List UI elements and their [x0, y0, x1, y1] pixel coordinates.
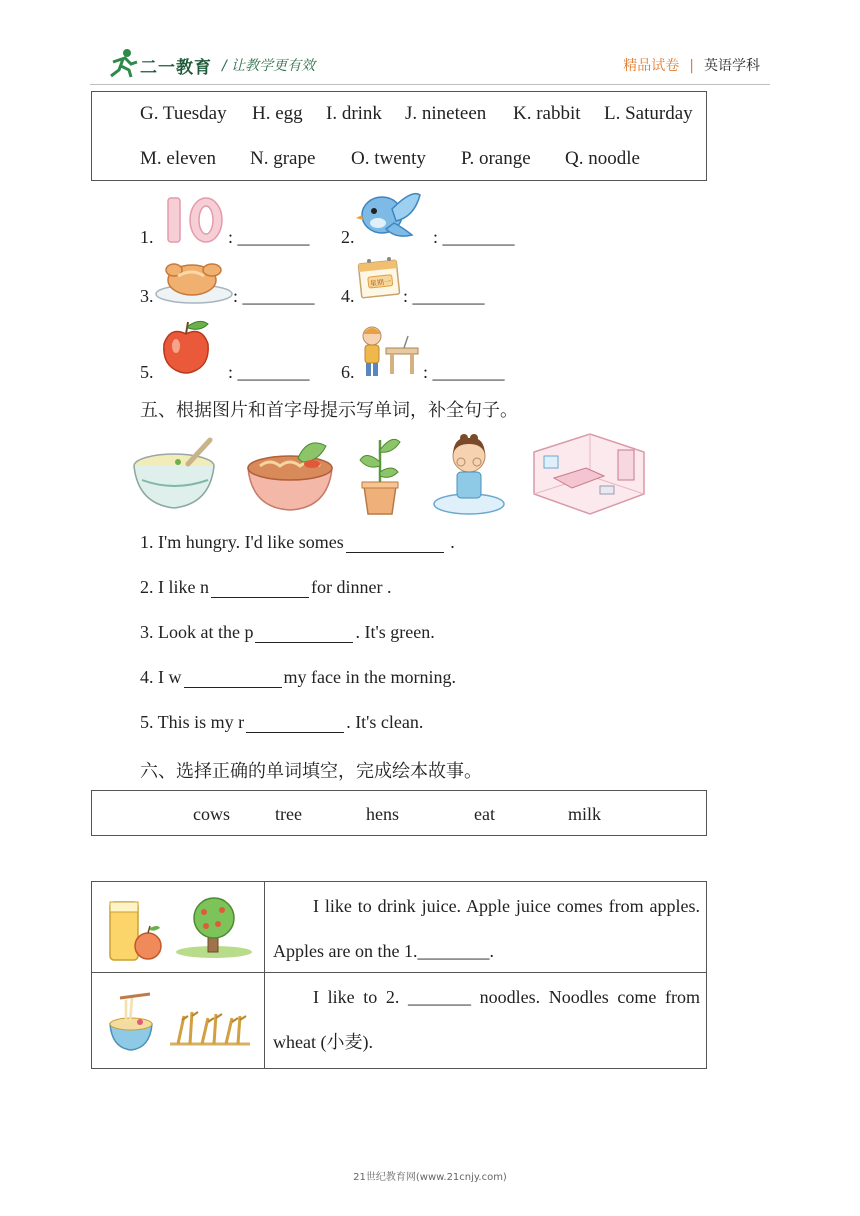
word-bank-item: K. rabbit	[513, 103, 581, 124]
item-number: 1.	[140, 227, 154, 247]
noodle-bowl-icon	[106, 992, 156, 1052]
noodle-bowl-icon	[246, 436, 334, 514]
item-number: 6.	[341, 362, 355, 382]
story-word: cows	[193, 804, 230, 824]
word-bank-item: M. eleven	[140, 148, 216, 169]
table-divider	[264, 882, 265, 1068]
calendar-icon	[357, 254, 403, 300]
fill-blank	[211, 579, 309, 598]
soup-bowl-icon	[132, 434, 218, 514]
fill-blank	[246, 714, 344, 733]
sentence-text: . It's clean.	[346, 712, 424, 732]
juice-glass-icon	[106, 898, 162, 964]
story-word: eat	[474, 804, 495, 824]
sentence-1	[140, 532, 455, 553]
sentence-text: 3. Look at the p	[140, 622, 254, 642]
sentence-5	[140, 712, 423, 733]
number-10-icon	[162, 192, 228, 246]
blue-bird-icon	[356, 187, 424, 243]
section-5-title: 五、根据图片和首字母提示写单词，补全句子。	[140, 400, 518, 420]
word-bank-item: N. grape	[250, 148, 316, 169]
fill-blank	[184, 669, 282, 688]
story-word-bank-box	[91, 790, 707, 836]
word-bank-item: P. orange	[461, 148, 531, 169]
story-word: tree	[275, 804, 302, 824]
story-row-2-text: I like to 2. _______ noodles. Noodles come from wheat (小麦).	[273, 987, 700, 1052]
item-number: 4.	[341, 286, 355, 306]
answer-blank: : ________	[233, 286, 315, 306]
roast-chicken-icon	[154, 256, 234, 304]
potted-plant-icon	[356, 430, 404, 516]
sentence-text: for dinner .	[311, 577, 392, 597]
story-row-1-text: I like to drink juice. Apple juice comes from apples. Apples are on the 1.________.	[273, 896, 700, 961]
sentence-text: . It's green.	[355, 622, 435, 642]
item-number: 3.	[140, 286, 154, 306]
word-bank-item: L. Saturday	[604, 103, 693, 124]
apple-tree-icon	[174, 896, 254, 960]
word-bank-item: Q. noodle	[565, 148, 640, 169]
fill-blank	[346, 534, 444, 553]
sentence-2	[140, 577, 391, 598]
word-bank-item: I. drink	[326, 103, 382, 124]
wheat-field-icon	[168, 1006, 252, 1050]
runner-logo-icon	[105, 48, 139, 78]
logo-text: 二一教育	[140, 58, 212, 78]
girl-washing-face-icon	[432, 432, 506, 518]
sentence-text: 1. I'm hungry. I'd like somes	[140, 532, 344, 552]
header-subject	[623, 55, 760, 75]
bedroom-icon	[530, 432, 648, 516]
sentence-3	[140, 622, 435, 643]
answer-blank: : ________	[228, 362, 310, 382]
sentence-4	[140, 667, 456, 688]
header-label-paper: 精品试卷	[623, 58, 680, 74]
answer-blank: : ________	[433, 227, 515, 247]
word-bank-item: O. twenty	[351, 148, 426, 169]
sentence-text: my face in the morning.	[283, 667, 456, 687]
sentence-text: 5. This is my r	[140, 712, 245, 732]
word-bank-item: H. egg	[252, 103, 303, 124]
story-word: milk	[568, 804, 602, 824]
answer-blank: : ________	[403, 286, 485, 306]
slogan: / 让教学更有效	[222, 58, 316, 74]
answer-blank: : ________	[423, 362, 505, 382]
sentence-text: .	[445, 532, 455, 552]
sentence-text: 2. I like n	[140, 577, 209, 597]
word-bank-item: G. Tuesday	[140, 103, 227, 124]
answer-blank: : ________	[228, 227, 310, 247]
word-bank-item: J. nineteen	[405, 103, 487, 124]
story-table	[91, 881, 707, 1069]
calendar-label: 星期一	[369, 277, 392, 288]
boy-at-desk-icon	[356, 322, 422, 380]
story-word: hens	[366, 804, 399, 824]
fill-blank	[255, 624, 353, 643]
sentence-text: 4. I w	[140, 667, 182, 687]
header-label-subject: 英语学科	[704, 58, 760, 74]
page-footer: 21世纪教育网(www.21cnjy.com)	[353, 1172, 507, 1183]
header-separator: |	[689, 58, 694, 74]
item-number: 5.	[140, 362, 154, 382]
item-number: 2.	[341, 227, 355, 247]
section-6-title: 六、选择正确的单词填空，完成绘本故事。	[140, 761, 482, 781]
header-divider	[90, 84, 770, 85]
red-apple-icon	[160, 318, 212, 376]
word-bank-box	[91, 91, 707, 181]
